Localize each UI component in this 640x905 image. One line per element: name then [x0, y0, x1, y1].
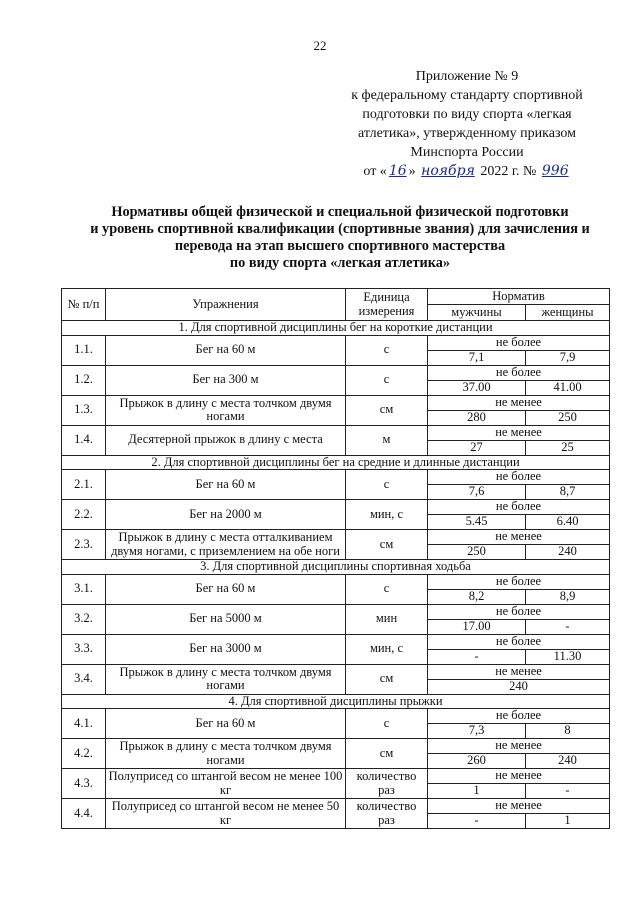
appendix-line-4: атлетика», утвержденному приказом [357, 126, 576, 141]
appendix-line-3: подготовки по виду спорта «легкая [362, 107, 572, 122]
title-line-1: Нормативы общей физической и специальной физической подготовки [111, 204, 569, 220]
appendix-line-5: Минспорта России [410, 145, 524, 160]
row-exercise: Бег на 2000 м [106, 500, 346, 530]
value-women: 8,7 [526, 485, 610, 500]
row-unit: количество раз [346, 769, 428, 799]
value-men: 7,1 [428, 350, 526, 365]
value-women: 6.40 [526, 515, 610, 530]
table-row [62, 634, 610, 649]
row-exercise: Прыжок в длину с места отталкиванием двумя ногами, с приземлением на обе ноги [106, 530, 346, 560]
row-condition: не более [428, 365, 610, 380]
row-number: 3.4. [62, 664, 106, 694]
norms-table [61, 288, 610, 829]
row-exercise: Бег на 60 м [106, 574, 346, 604]
row-number: 4.2. [62, 739, 106, 769]
table-row [62, 574, 610, 589]
value-men: 7,6 [428, 485, 526, 500]
row-exercise: Прыжок в длину с места толчком двумя ногами [106, 395, 346, 425]
table-row [62, 769, 610, 784]
row-unit: мин, с [346, 634, 428, 664]
row-unit: см [346, 530, 428, 560]
value-men: 27 [428, 440, 526, 455]
header-women: женщины [526, 305, 610, 321]
row-condition: не более [428, 470, 610, 485]
value-women: 8,9 [526, 589, 610, 604]
row-condition: не более [428, 574, 610, 589]
value-women: 7,9 [526, 350, 610, 365]
value-men: 17.00 [428, 619, 526, 634]
row-exercise: Десятерной прыжок в длину с места [106, 425, 346, 455]
section-row [62, 455, 610, 470]
value-women: - [526, 784, 610, 799]
row-condition: не более [428, 604, 610, 619]
value-men: 37.00 [428, 380, 526, 395]
appendix-line-1: Приложение № 9 [415, 69, 519, 84]
row-exercise: Полуприсед со штангой весом не менее 50 кг [106, 799, 346, 829]
page-number: 22 [313, 38, 327, 53]
row-number: 1.3. [62, 395, 106, 425]
value-women: 11.30 [526, 649, 610, 664]
value-women: 250 [526, 410, 610, 425]
table-row [62, 739, 610, 754]
value-women: 1 [526, 814, 610, 829]
row-number: 1.2. [62, 365, 106, 395]
value-women: 240 [526, 545, 610, 560]
row-number: 4.1. [62, 709, 106, 739]
row-unit: с [346, 335, 428, 365]
section-title: 1. Для спортивной дисциплины бег на короткие дистанции [62, 321, 610, 336]
row-number: 3.3. [62, 634, 106, 664]
table-row [62, 395, 610, 410]
section-title: 4. Для спортивной дисциплины прыжки [62, 694, 610, 709]
row-number: 4.4. [62, 799, 106, 829]
date-year: 2022 г. № [480, 164, 537, 179]
section-row [62, 321, 610, 336]
row-unit: см [346, 395, 428, 425]
row-exercise: Бег на 60 м [106, 709, 346, 739]
date-prefix: от « [363, 164, 387, 179]
handwritten-month: ноября [421, 163, 475, 179]
value-men: 260 [428, 754, 526, 769]
row-unit: количество раз [346, 799, 428, 829]
table-row [62, 604, 610, 619]
row-unit: мин [346, 604, 428, 634]
row-condition: не менее [428, 395, 610, 410]
section-title: 3. Для спортивной дисциплины спортивная ходьба [62, 560, 610, 575]
value-men: 8,2 [428, 589, 526, 604]
row-unit: с [346, 365, 428, 395]
row-exercise: Бег на 3000 м [106, 634, 346, 664]
value-women: 25 [526, 440, 610, 455]
table-row [62, 530, 610, 545]
row-exercise: Бег на 5000 м [106, 604, 346, 634]
row-unit: с [346, 470, 428, 500]
value-men: 1 [428, 784, 526, 799]
value-men: 5.45 [428, 515, 526, 530]
header-num: № п/п [62, 289, 106, 321]
value-women: - [526, 619, 610, 634]
value-women: 8 [526, 724, 610, 739]
table-row [62, 799, 610, 814]
title-line-4: по виду спорта «легкая атлетика» [229, 255, 451, 271]
handwritten-order-number: 996 [541, 163, 569, 179]
row-condition: не менее [428, 739, 610, 754]
table-row [62, 500, 610, 515]
row-exercise: Бег на 300 м [106, 365, 346, 395]
row-exercise: Прыжок в длину с места толчком двумя ногами [106, 664, 346, 694]
appendix-date-line [332, 162, 602, 181]
value-men: 280 [428, 410, 526, 425]
row-unit: мин, с [346, 500, 428, 530]
table-row [62, 470, 610, 485]
header-exercise: Упражнения [106, 289, 346, 321]
row-condition: не менее [428, 799, 610, 814]
document-title [60, 204, 620, 272]
row-number: 3.2. [62, 604, 106, 634]
norms-table-body [62, 321, 610, 829]
appendix-block [332, 67, 602, 181]
row-unit: с [346, 709, 428, 739]
row-condition: не менее [428, 769, 610, 784]
value-both: 240 [428, 679, 610, 694]
title-line-3: перевода на этап высшего спортивного мастерства [174, 238, 506, 254]
row-condition: не менее [428, 425, 610, 440]
row-exercise: Бег на 60 м [106, 335, 346, 365]
header-unit: Единица измерения [346, 289, 428, 321]
row-number: 2.2. [62, 500, 106, 530]
header-norm: Норматив [428, 289, 610, 305]
row-condition: не более [428, 634, 610, 649]
section-row [62, 694, 610, 709]
date-mid: » [408, 164, 416, 179]
row-number: 2.1. [62, 470, 106, 500]
row-unit: см [346, 739, 428, 769]
row-number: 1.1. [62, 335, 106, 365]
value-men: 250 [428, 545, 526, 560]
value-men: - [428, 814, 526, 829]
row-number: 2.3. [62, 530, 106, 560]
row-condition: не менее [428, 530, 610, 545]
row-exercise: Полуприсед со штангой весом не менее 100 кг [106, 769, 346, 799]
row-unit: с [346, 574, 428, 604]
row-unit: см [346, 664, 428, 694]
table-row [62, 335, 610, 350]
row-condition: не более [428, 335, 610, 350]
value-women: 41.00 [526, 380, 610, 395]
value-women: 240 [526, 754, 610, 769]
table-row [62, 709, 610, 724]
appendix-line-2: к федеральному стандарту спортивной [351, 88, 583, 103]
title-line-2: и уровень спортивной квалификации (спортивные звания) для зачисления и [90, 221, 590, 237]
table-row [62, 664, 610, 679]
row-condition: не более [428, 709, 610, 724]
header-men: мужчины [428, 305, 526, 321]
handwritten-day: 16 [388, 163, 407, 179]
row-exercise: Прыжок в длину с места толчком двумя ногами [106, 739, 346, 769]
row-number: 4.3. [62, 769, 106, 799]
row-unit: м [346, 425, 428, 455]
value-men: - [428, 649, 526, 664]
row-number: 3.1. [62, 574, 106, 604]
row-condition: не менее [428, 664, 610, 679]
table-row [62, 365, 610, 380]
row-condition: не более [428, 500, 610, 515]
row-exercise: Бег на 60 м [106, 470, 346, 500]
section-title: 2. Для спортивной дисциплины бег на средние и длинные дистанции [62, 455, 610, 470]
row-number: 1.4. [62, 425, 106, 455]
table-row [62, 425, 610, 440]
value-men: 7,3 [428, 724, 526, 739]
section-row [62, 560, 610, 575]
